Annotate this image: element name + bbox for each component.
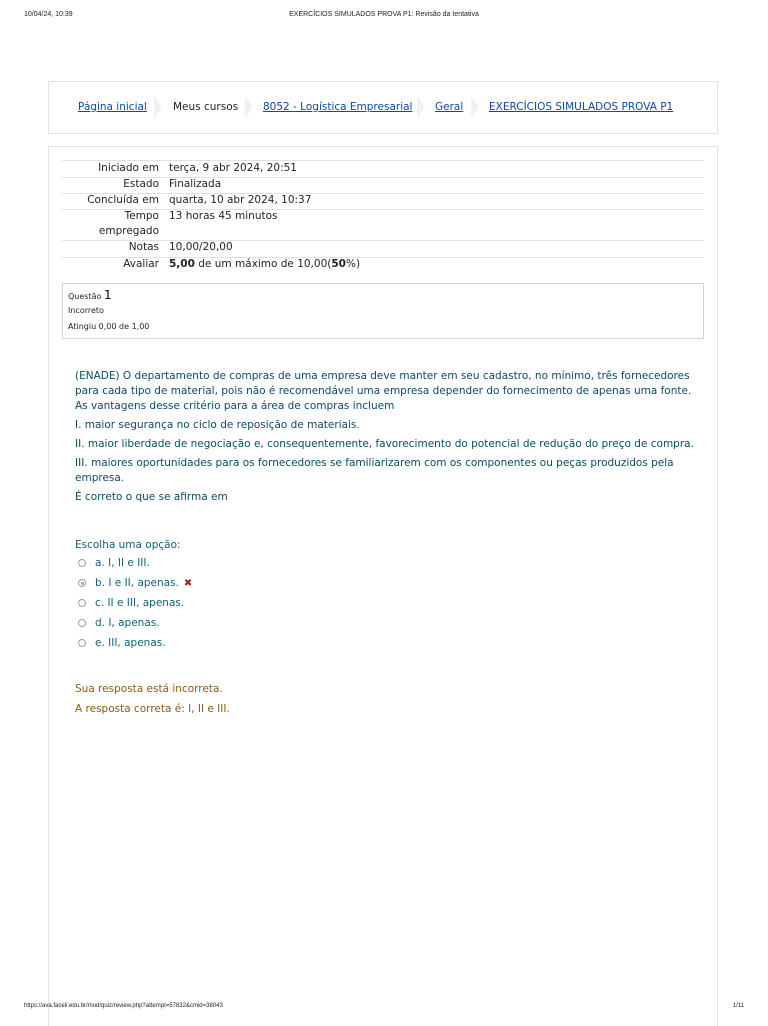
question-state: Incorreto (68, 306, 104, 315)
summary-value: Finalizada (169, 178, 222, 190)
question-info (62, 283, 704, 339)
summary-label: Concluída em (87, 194, 159, 206)
print-url: https://ava.faceli.edu.br/mod/quiz/review.php?attempt=57832&cmid=38043 (24, 1003, 223, 1009)
breadcrumb-separator-icon (154, 96, 162, 118)
grade-percent-suffix: %) (345, 258, 361, 270)
question-statement-3: III. maiores oportunidades para os fornecedores se familiarizarem com os componentes ou peças produzidos pela empresa. (75, 457, 674, 484)
feedback-correct-answer: A resposta correta é: I, II e III. (75, 703, 230, 715)
radio-button[interactable] (78, 599, 86, 607)
option-label: e. III, apenas. (95, 637, 166, 649)
radio-button[interactable] (78, 639, 86, 647)
grade-max-text: de um máximo de 10,00( (194, 258, 332, 270)
print-page-number: 1/11 (732, 1003, 744, 1009)
radio-button[interactable] (78, 619, 86, 627)
grade-percent: 50 (331, 258, 346, 270)
option-label: a. I, II e III. (95, 557, 150, 569)
summary-label: Avaliar (123, 258, 159, 270)
summary-label: Estado (123, 178, 159, 190)
breadcrumb-quiz-link[interactable]: EXERCÍCIOS SIMULADOS PROVA P1 (489, 101, 674, 113)
question-statement-2: II. maior liberdade de negociação e, consequentemente, favorecimento do potencial de redução do preço de compra. (75, 438, 694, 450)
question-statement-1: I. maior segurança no ciclo de reposição de materiais. (75, 419, 360, 431)
summary-row-time (62, 209, 704, 241)
summary-row-state (62, 177, 704, 193)
summary-label: Iniciado em (98, 162, 159, 174)
feedback-incorrect: Sua resposta está incorreta. (75, 683, 223, 695)
summary-value: quarta, 10 abr 2024, 10:37 (169, 194, 312, 206)
summary-value: 13 horas 45 minutos (169, 210, 278, 222)
question-label: Questão (68, 292, 104, 301)
print-datetime: 10/04/24, 10:39 (24, 11, 73, 18)
question-number-value: 1 (103, 288, 112, 302)
breadcrumb-course-link[interactable]: 8052 - Logística Empresarial (263, 101, 413, 113)
question-intro: (ENADE) O departamento de compras de uma empresa deve manter em seu cadastro, no mínimo, três fornecedores para cada tipo de material, pois não é recomendável uma empresa depender do fornecimento de apenas uma fonte. As vantagens desse critério para a área de compras incluem (75, 370, 692, 412)
option-label-text: b. I e II, apenas. (95, 577, 179, 589)
breadcrumb-separator-icon (245, 96, 253, 118)
breadcrumb-section-link[interactable]: Geral (435, 101, 464, 113)
question-number (68, 288, 112, 302)
grade-score: 5,00 (169, 258, 195, 270)
summary-row-completed (62, 193, 704, 209)
summary-label: Tempo (124, 210, 159, 222)
summary-row-started (62, 160, 704, 177)
breadcrumb (48, 81, 718, 134)
summary-value (169, 258, 360, 270)
question-grade: Atingiu 0,00 de 1,00 (68, 322, 150, 331)
breadcrumb-separator-icon (417, 96, 425, 118)
radio-button-selected[interactable] (78, 579, 86, 587)
print-title: EXERCÍCIOS SIMULADOS PROVA P1: Revisão da tentativa (289, 11, 479, 18)
breadcrumb-home-link[interactable]: Página inicial (78, 101, 147, 113)
summary-label: empregado (98, 225, 159, 237)
summary-value: terça, 9 abr 2024, 20:51 (169, 162, 297, 174)
summary-value: 10,00/20,00 (169, 241, 233, 253)
breadcrumb-separator-icon (471, 96, 479, 118)
option-label: c. II e III, apenas. (95, 597, 185, 609)
option-label: d. I, apenas. (95, 617, 160, 629)
incorrect-icon: ✖ (183, 578, 193, 589)
answer-prompt: Escolha uma opção: (75, 539, 181, 551)
print-header (0, 11, 768, 21)
question-ask: É correto o que se afirma em (75, 491, 228, 503)
radio-button[interactable] (78, 559, 86, 567)
breadcrumb-my-courses[interactable]: Meus cursos (173, 101, 239, 113)
summary-label: Notas (128, 241, 159, 253)
summary-row-marks (62, 240, 704, 257)
option-label (95, 577, 192, 589)
summary-row-grade (62, 257, 704, 274)
